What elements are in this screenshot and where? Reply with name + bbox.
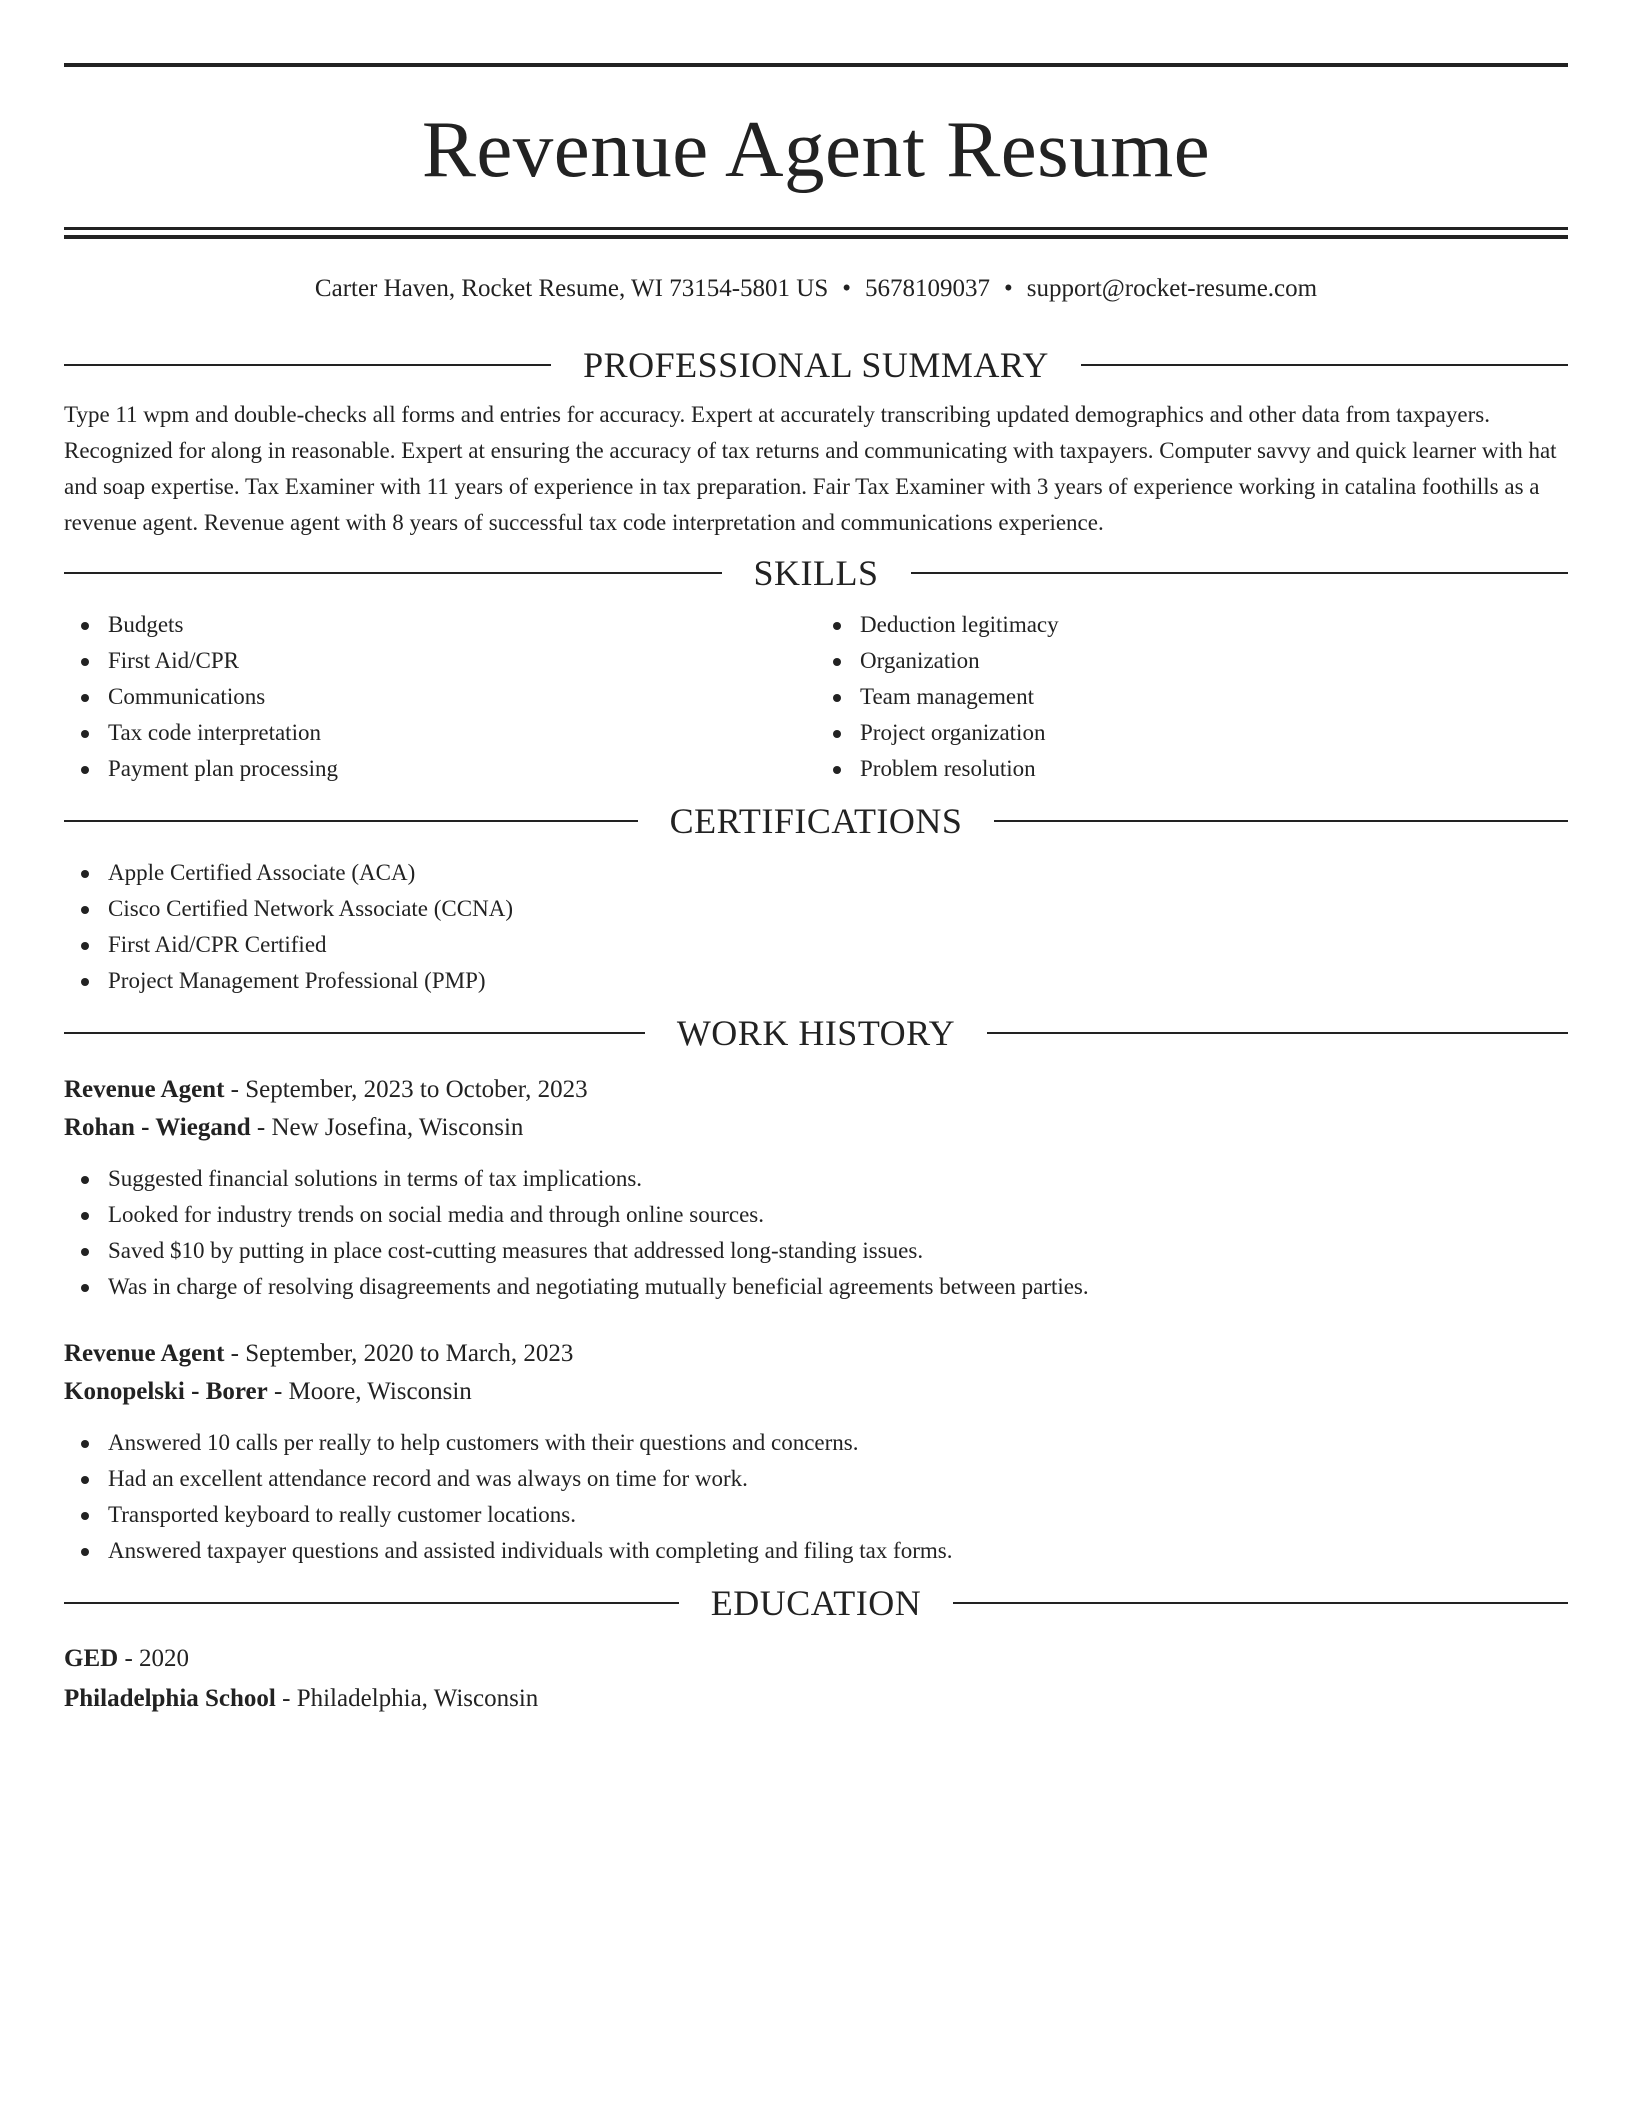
education-location: - Philadelphia, Wisconsin: [275, 1685, 539, 1712]
education-degree-line: [64, 1639, 1568, 1679]
job-bullets: [64, 1161, 1568, 1305]
job-company: Rohan - Wiegand: [64, 1114, 251, 1141]
certification-item: First Aid/CPR Certified: [64, 927, 1568, 963]
job-entry: [64, 1335, 1568, 1569]
job-location: - Moore, Wisconsin: [267, 1378, 472, 1405]
job-bullet: Looked for industry trends on social media and through online sources.: [64, 1197, 1568, 1233]
contact-email: support@rocket-resume.com: [1026, 275, 1318, 302]
section-header-education: [64, 1581, 1568, 1625]
job-entry: [64, 1071, 1568, 1305]
job-location: - New Josefina, Wisconsin: [250, 1114, 524, 1141]
skill-item: Deduction legitimacy: [816, 607, 1568, 643]
skills-list: [64, 607, 1568, 787]
section-rule: [64, 1602, 679, 1604]
job-title-line: [64, 1335, 1568, 1373]
section-rule: [64, 364, 551, 366]
education-school-line: [64, 1679, 1568, 1719]
top-rule: [64, 63, 1568, 67]
skill-item: First Aid/CPR: [64, 643, 816, 679]
job-bullet: Answered taxpayer questions and assisted individuals with completing and filing tax forms.: [64, 1533, 1568, 1569]
skill-item: Project organization: [816, 715, 1568, 751]
job-bullets: [64, 1425, 1568, 1569]
section-rule: [64, 820, 638, 822]
section-rule: [64, 572, 722, 574]
job-bullet: Was in charge of resolving disagreements and negotiating mutually beneficial agreements between parties.: [64, 1269, 1568, 1305]
summary-text: Type 11 wpm and double-checks all forms and entries for accuracy. Expert at accurately transcribing updated demographics and other data from taxpayers. Recognized for along in reasonable. Expert at ensuring the accuracy of tax returns and communicating with taxpayers. Computer savvy and quick learner with hat and soap expertise. Tax Examiner with 11 years of experience in tax preparation. Fair Tax Examiner with 3 years of experience working in catalina foothills as a revenue agent. Revenue agent with 8 years of successful tax code interpretation and communications experience.: [64, 402, 1557, 535]
section-title-skills: SKILLS: [753, 553, 879, 593]
job-bullet: Suggested financial solutions in terms of tax implications.: [64, 1161, 1568, 1197]
job-dates: - September, 2023 to October, 2023: [224, 1076, 588, 1103]
section-header-certifications: [64, 799, 1568, 843]
job-bullet: Transported keyboard to really customer locations.: [64, 1497, 1568, 1533]
job-bullet: Saved $10 by putting in place cost-cutting measures that addressed long-standing issues.: [64, 1233, 1568, 1269]
contact-separator: •: [1004, 275, 1013, 302]
section-rule: [987, 1032, 1568, 1034]
skill-item: Organization: [816, 643, 1568, 679]
section-rule: [953, 1602, 1568, 1604]
education-degree: GED: [64, 1645, 119, 1672]
education-school: Philadelphia School: [64, 1685, 276, 1712]
certification-item: Apple Certified Associate (ACA): [64, 855, 1568, 891]
certification-item: Project Management Professional (PMP): [64, 963, 1568, 999]
contact-address: Carter Haven, Rocket Resume, WI 73154-5801 US: [314, 275, 829, 302]
skill-item: Communications: [64, 679, 816, 715]
skill-item: Problem resolution: [816, 751, 1568, 787]
title-double-rule: [64, 227, 1568, 239]
job-bullet: Had an excellent attendance record and was always on time for work.: [64, 1461, 1568, 1497]
skills-column-left: [64, 607, 816, 787]
job-company: Konopelski - Borer: [64, 1378, 268, 1405]
section-title-certifications: CERTIFICATIONS: [669, 801, 963, 841]
education-entry: [64, 1639, 1568, 1719]
skill-item: Payment plan processing: [64, 751, 816, 787]
skill-item: Budgets: [64, 607, 816, 643]
section-title-summary: PROFESSIONAL SUMMARY: [583, 345, 1049, 385]
page-title: Revenue Agent Resume: [421, 104, 1211, 194]
contact-phone: 5678109037: [865, 275, 991, 302]
education-year: - 2020: [118, 1645, 190, 1672]
skill-item: Tax code interpretation: [64, 715, 816, 751]
section-title-education: EDUCATION: [710, 1583, 922, 1623]
skills-column-right: [816, 607, 1568, 787]
job-role: Revenue Agent: [64, 1076, 225, 1103]
job-dates: - September, 2020 to March, 2023: [224, 1340, 574, 1367]
section-header-summary: [64, 343, 1568, 387]
contact-separator: •: [842, 275, 852, 302]
job-company-line: [64, 1109, 1568, 1147]
job-title-line: [64, 1071, 1568, 1109]
job-role: Revenue Agent: [64, 1340, 225, 1367]
section-header-work: [64, 1011, 1568, 1055]
contact-line: [64, 273, 1568, 305]
section-rule: [1081, 364, 1568, 366]
section-rule: [911, 572, 1569, 574]
skill-item: Team management: [816, 679, 1568, 715]
section-header-skills: [64, 551, 1568, 595]
job-company-line: [64, 1373, 1568, 1411]
section-title-work: WORK HISTORY: [676, 1013, 956, 1053]
certification-item: Cisco Certified Network Associate (CCNA): [64, 891, 1568, 927]
certifications-list: [64, 855, 1568, 999]
section-rule: [64, 1032, 645, 1034]
job-bullet: Answered 10 calls per really to help customers with their questions and concerns.: [64, 1425, 1568, 1461]
section-rule: [994, 820, 1568, 822]
